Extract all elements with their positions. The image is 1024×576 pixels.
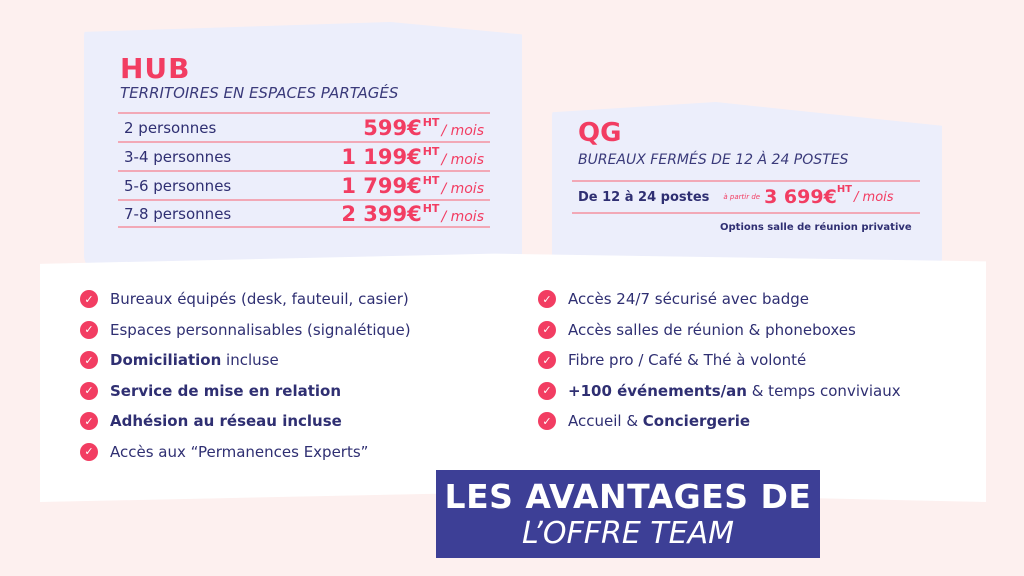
banner-subtitle: L’OFFRE TEAM	[521, 516, 734, 551]
benefit-text: Bureaux équipés (desk, fauteuil, casier)	[110, 290, 409, 309]
check-circle-icon: ✓	[80, 412, 98, 430]
price-unit: / mois	[441, 208, 484, 225]
banner-title: LES AVANTAGES DE	[444, 477, 812, 516]
ht-sup: HT	[422, 115, 440, 129]
benefit-item	[538, 406, 901, 437]
price-row	[118, 112, 490, 141]
benefit-text: Domiciliation incluse	[110, 351, 279, 370]
benefit-item	[538, 345, 901, 376]
price-row	[118, 170, 490, 199]
qg-price-amount: 3 699€	[764, 186, 837, 208]
row-label: 3-4 personnes	[124, 147, 232, 166]
benefit-text: Adhésion au réseau incluse	[110, 412, 342, 431]
qg-price-row	[572, 180, 920, 214]
qg-price-unit: / mois	[854, 189, 894, 205]
benefits-list-right	[538, 284, 901, 437]
benefit-text: Espaces personnalisables (signalétique)	[110, 320, 411, 339]
hub-title: HUB	[120, 52, 191, 85]
check-circle-icon: ✓	[538, 412, 556, 430]
benefit-item	[80, 315, 411, 346]
qg-row-label: De 12 à 24 postes	[578, 189, 710, 205]
benefit-item	[538, 284, 901, 315]
benefit-item	[538, 376, 901, 407]
price-row	[118, 199, 490, 228]
qg-options-note: Options salle de réunion privative	[720, 222, 912, 233]
benefits-list-left	[80, 284, 411, 467]
benefit-text: Accès 24/7 sécurisé avec badge	[568, 290, 809, 309]
benefit-text: Fibre pro / Café & Thé à volonté	[568, 351, 807, 370]
ht-sup: HT	[422, 144, 440, 158]
check-circle-icon: ✓	[538, 290, 556, 308]
row-price	[363, 116, 484, 140]
price-unit: / mois	[441, 151, 484, 168]
qg-from-label: à partir de	[723, 193, 761, 201]
hub-price-table	[118, 112, 490, 228]
row-label: 5-6 personnes	[124, 176, 232, 195]
check-circle-icon: ✓	[538, 321, 556, 339]
benefit-text: Accès salles de réunion & phoneboxes	[568, 320, 856, 339]
price-unit: / mois	[441, 122, 484, 139]
price-amount: 1 799€	[341, 173, 422, 198]
benefit-text: Accès aux “Permanences Experts”	[110, 442, 369, 461]
check-circle-icon: ✓	[80, 443, 98, 461]
benefit-text: +100 événements/an & temps conviviaux	[568, 381, 901, 400]
benefit-text: Accueil & Conciergerie	[568, 412, 751, 431]
price-amount: 2 399€	[341, 201, 422, 226]
check-circle-icon: ✓	[80, 321, 98, 339]
row-price	[341, 202, 484, 226]
benefit-item	[538, 315, 901, 346]
ht-sup: HT	[422, 173, 440, 187]
row-price	[341, 174, 484, 198]
price-amount: 599€	[363, 115, 422, 140]
row-price	[341, 145, 484, 169]
qg-subtitle: BUREAUX FERMÉS DE 12 À 24 POSTES	[578, 152, 849, 168]
benefit-item	[80, 284, 411, 315]
benefit-item	[80, 406, 411, 437]
check-circle-icon: ✓	[80, 351, 98, 369]
benefit-item	[80, 376, 411, 407]
check-circle-icon: ✓	[80, 382, 98, 400]
price-unit: / mois	[441, 180, 484, 197]
check-circle-icon: ✓	[80, 290, 98, 308]
offer-banner	[436, 470, 820, 558]
benefit-text: Service de mise en relation	[110, 381, 342, 400]
benefit-item	[80, 345, 411, 376]
check-circle-icon: ✓	[538, 382, 556, 400]
row-label: 2 personnes	[124, 118, 217, 137]
qg-title: QG	[578, 118, 622, 148]
benefit-item	[80, 437, 411, 468]
ht-sup: HT	[836, 183, 853, 195]
price-amount: 1 199€	[341, 144, 422, 169]
ht-sup: HT	[422, 201, 440, 215]
check-circle-icon: ✓	[538, 351, 556, 369]
row-label: 7-8 personnes	[124, 204, 232, 223]
price-row	[118, 141, 490, 170]
hub-subtitle: TERRITOIRES EN ESPACES PARTAGÉS	[120, 84, 399, 102]
